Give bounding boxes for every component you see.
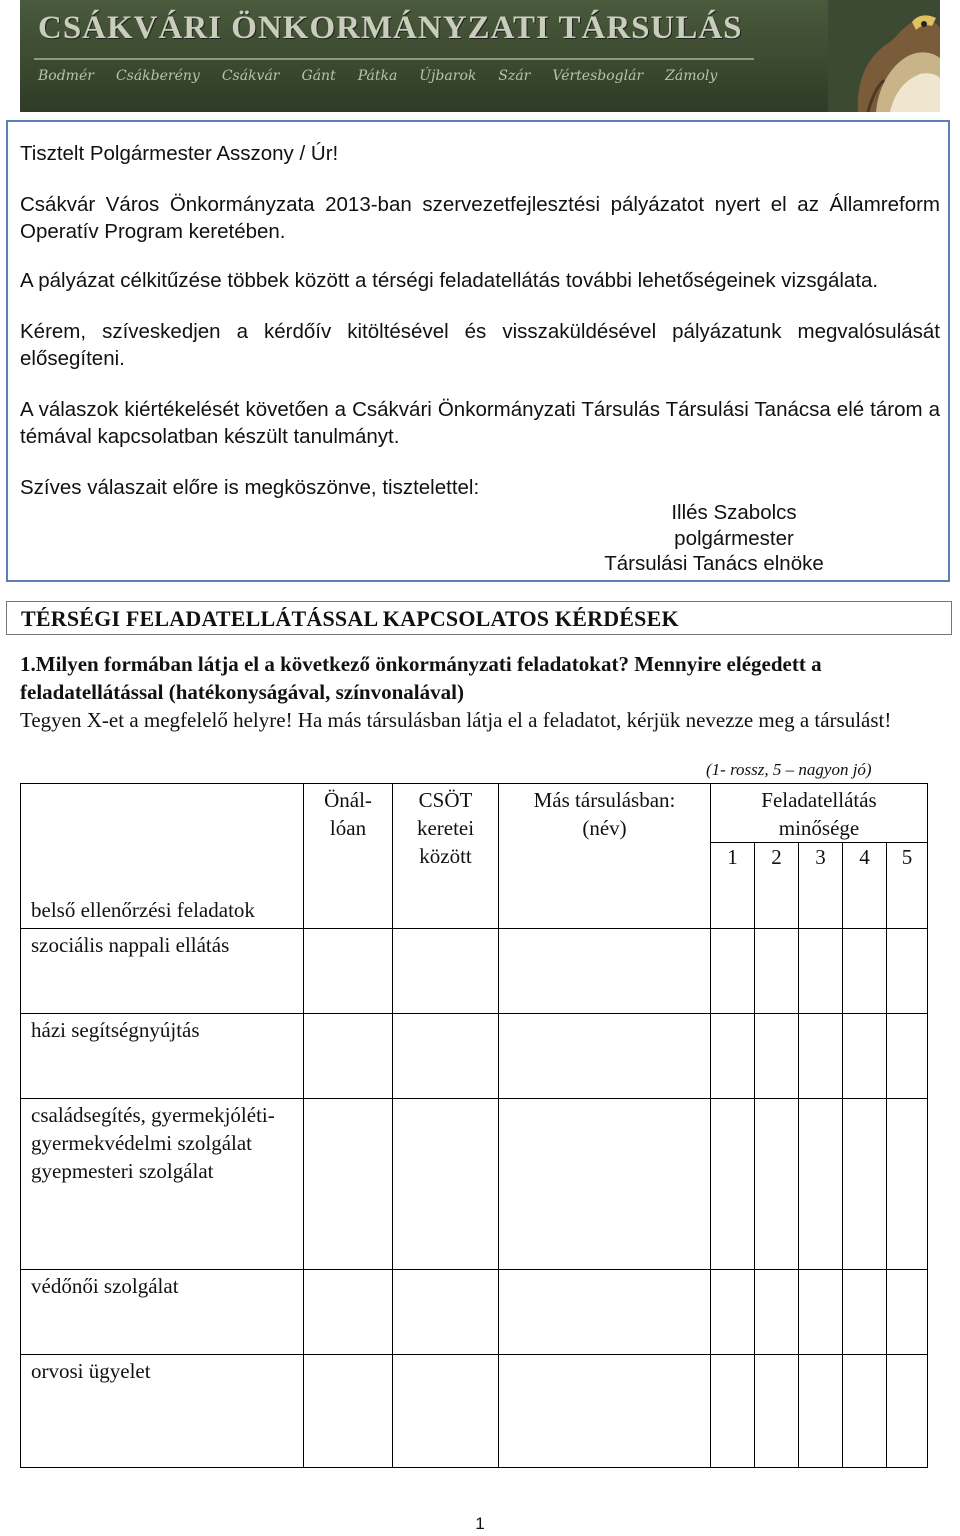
task-row-label: családsegítés, gyermekjóléti-gyermekvédelmi szolgálat — [31, 1103, 275, 1155]
section-title: TÉRSÉGI FELADATELLÁTÁSSAL KAPCSOLATOS KÉRDÉSEK — [21, 606, 679, 631]
rating-cell[interactable] — [755, 1270, 799, 1355]
header-text: keretei — [416, 816, 475, 840]
task-row-label: gyepmesteri szolgálat — [31, 1159, 214, 1183]
header-mas-tarsulas — [499, 784, 711, 929]
rating-cell[interactable] — [887, 1014, 928, 1099]
task-row-label: belső ellenőrzési feladatok — [21, 784, 304, 929]
header-text: lóan — [329, 816, 367, 840]
answer-cell[interactable] — [499, 1355, 711, 1468]
town-name: Zámoly — [665, 68, 718, 84]
answer-cell[interactable] — [304, 929, 393, 1014]
task-row-label: védőnői szolgálat — [21, 1270, 304, 1355]
header-banner — [20, 0, 940, 112]
letter-paragraph: Kérem, szíveskedjen a kérdőív kitöltésével és visszaküldésével pályázatunk megvalósulását elősegíteni. — [20, 320, 940, 370]
rating-header: 1 — [711, 843, 755, 929]
answer-cell[interactable] — [304, 1355, 393, 1468]
rating-cell[interactable] — [755, 1014, 799, 1099]
answer-cell[interactable] — [499, 929, 711, 1014]
header-text: minősége — [778, 816, 860, 840]
header-text: között — [419, 844, 472, 868]
town-name: Csákberény — [115, 68, 200, 84]
rating-cell[interactable] — [799, 1099, 843, 1270]
rating-cell[interactable] — [711, 929, 755, 1014]
eagle-image — [828, 0, 940, 112]
answer-cell[interactable] — [393, 1099, 499, 1270]
rating-header: 5 — [887, 843, 928, 929]
rating-cell[interactable] — [843, 1270, 887, 1355]
table-row — [21, 929, 928, 1014]
town-name: Csákvár — [221, 68, 280, 84]
task-table — [20, 783, 928, 1468]
rating-cell[interactable] — [887, 929, 928, 1014]
rating-cell[interactable] — [711, 1099, 755, 1270]
question-instruction: Tegyen X-et a megfelelő helyre! Ha más társulásban látja el a feladatot, kérjük nevezze meg a társulást! — [20, 708, 892, 732]
answer-cell[interactable] — [499, 1099, 711, 1270]
page-number: 1 — [475, 1514, 485, 1533]
header-onalloan — [304, 784, 393, 929]
task-row-label: szociális nappali ellátás — [21, 929, 304, 1014]
signer-role: Társulási Tanács elnöke — [604, 552, 824, 575]
town-name: Újbarok — [419, 68, 477, 84]
header-csot — [393, 784, 499, 929]
rating-cell[interactable] — [755, 929, 799, 1014]
letter-paragraph: A válaszok kiértékelését követően a Csákvári Önkormányzati Társulás Társulási Tanácsa elé tárom a témával kapcsolatban készült tanulmányt. — [20, 398, 940, 448]
header-text: CSÖT — [418, 788, 473, 812]
header-text: (név) — [582, 816, 627, 840]
header-text: Önál- — [324, 788, 372, 812]
banner-town-list — [38, 68, 717, 84]
rating-cell[interactable] — [799, 1355, 843, 1468]
rating-cell[interactable] — [711, 1014, 755, 1099]
section-header — [6, 601, 952, 635]
signer-name: Illés Szabolcs — [671, 501, 797, 524]
header-quality — [711, 784, 928, 843]
rating-cell[interactable] — [843, 1355, 887, 1468]
letter-closing: Szíves válaszait előre is megköszönve, tisztelettel: — [20, 476, 480, 499]
answer-cell[interactable] — [499, 1014, 711, 1099]
rating-header: 3 — [799, 843, 843, 929]
rating-cell[interactable] — [843, 929, 887, 1014]
rating-cell[interactable] — [711, 1270, 755, 1355]
rating-cell[interactable] — [843, 1099, 887, 1270]
letter-greeting: Tisztelt Polgármester Asszony / Úr! — [20, 142, 339, 165]
answer-cell[interactable] — [393, 929, 499, 1014]
signer-role: polgármester — [674, 527, 794, 550]
answer-cell[interactable] — [304, 1014, 393, 1099]
question-text: 1.Milyen formában látja el a következő önkormányzati feladatokat? Mennyire elégedett a feladatellátással (hatékonyságával, színvonalával) — [20, 652, 822, 704]
rating-cell[interactable] — [887, 1355, 928, 1468]
answer-cell[interactable] — [304, 1099, 393, 1270]
rating-cell[interactable] — [887, 1270, 928, 1355]
header-text: Feladatellátás — [761, 788, 877, 812]
answer-cell[interactable] — [499, 1270, 711, 1355]
answer-cell[interactable] — [393, 1014, 499, 1099]
task-row-label: házi segítségnyújtás — [21, 1014, 304, 1099]
rating-cell[interactable] — [887, 1099, 928, 1270]
table-row — [21, 1270, 928, 1355]
letter-paragraph: Csákvár Város Önkormányzata 2013-ban szervezetfejlesztési pályázatot nyert el az Államreform Operatív Program keretében. — [20, 193, 940, 243]
rating-cell[interactable] — [711, 1355, 755, 1468]
rating-scale-note: (1- rossz, 5 – nagyon jó) — [706, 760, 872, 779]
table-row — [21, 1099, 928, 1270]
task-row-label: orvosi ügyelet — [21, 1355, 304, 1468]
banner-title: CSÁKVÁRI ÖNKORMÁNYZATI TÁRSULÁS — [38, 10, 743, 46]
town-name: Pátka — [357, 68, 398, 84]
table-row — [21, 1014, 928, 1099]
rating-header: 4 — [843, 843, 887, 929]
answer-cell[interactable] — [304, 1270, 393, 1355]
rating-cell[interactable] — [799, 1014, 843, 1099]
rating-cell[interactable] — [799, 929, 843, 1014]
table-row — [21, 1355, 928, 1468]
letter-paragraph: A pályázat célkitűzése többek között a térségi feladatellátás további lehetőségeinek vizsgálata. — [20, 269, 879, 292]
rating-cell[interactable] — [755, 1355, 799, 1468]
town-name: Gánt — [301, 68, 336, 84]
answer-cell[interactable] — [393, 1355, 499, 1468]
rating-cell[interactable] — [843, 1014, 887, 1099]
rating-cell[interactable] — [799, 1270, 843, 1355]
question-title — [20, 650, 945, 706]
banner-divider — [34, 58, 754, 60]
town-name: Bodmér — [38, 68, 94, 84]
answer-cell[interactable] — [393, 1270, 499, 1355]
town-name: Szár — [498, 68, 531, 84]
rating-cell[interactable] — [755, 1099, 799, 1270]
rating-header: 2 — [755, 843, 799, 929]
header-text: Más társulásban: — [533, 788, 676, 812]
task-row-label-group — [21, 1099, 304, 1270]
town-name: Vértesboglár — [552, 68, 644, 84]
